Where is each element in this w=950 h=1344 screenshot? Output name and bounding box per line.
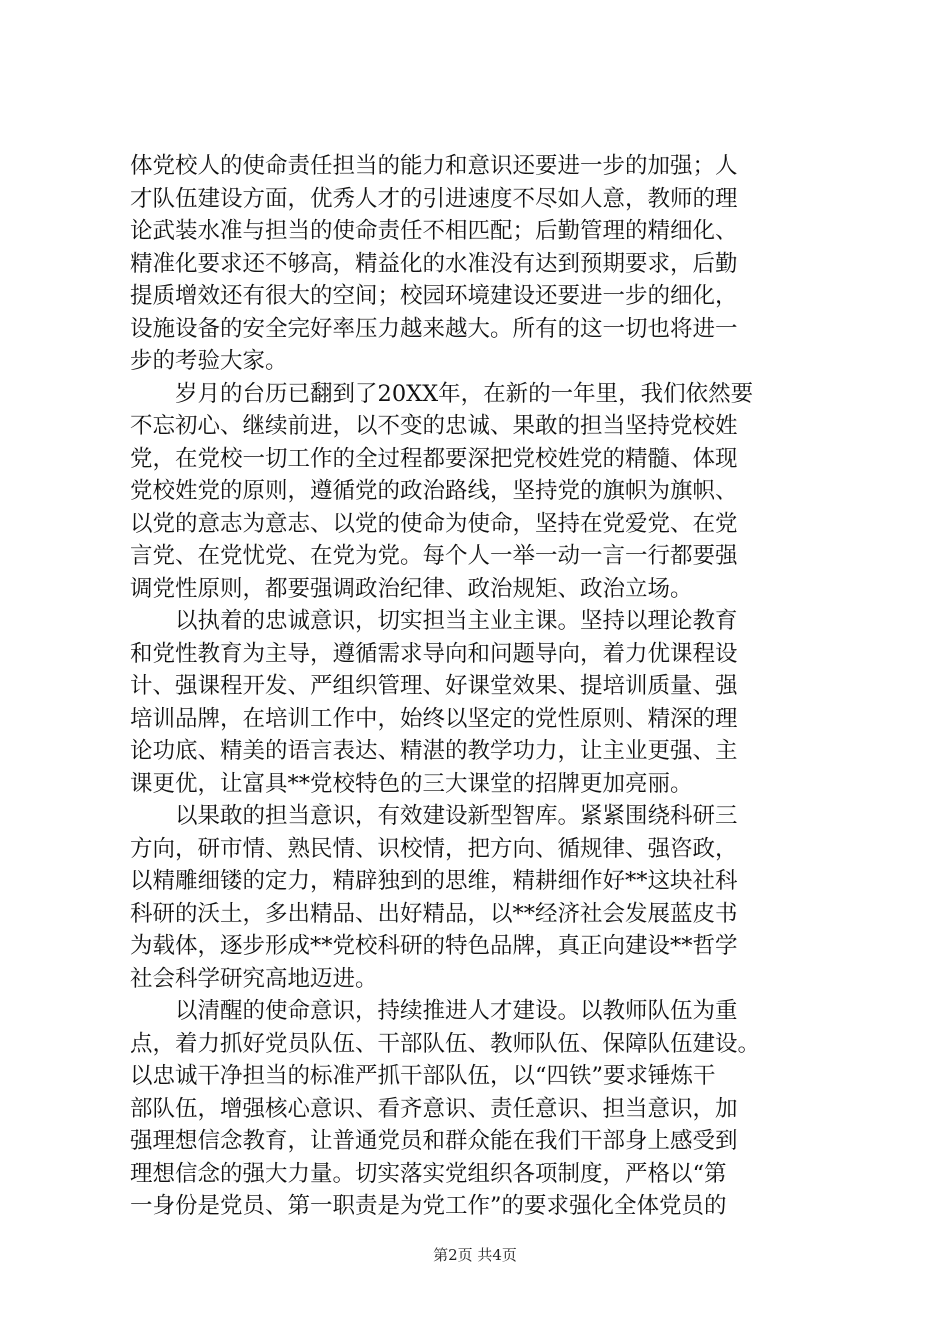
text-line: 体党校人的使命责任担当的能力和意识还要进一步的加强；人 bbox=[130, 153, 738, 179]
text-line: 论功底、精美的语言表达、精湛的教学功力，让主业更强、主 bbox=[130, 738, 738, 764]
text-line: 以清醒的使命意识，持续推进人才建设。以教师队伍为重 bbox=[130, 998, 738, 1024]
text-line: 言党、在党忧党、在党为党。每个人一举一动一言一行都要强 bbox=[130, 543, 738, 569]
text-line: 以精雕细镂的定力，精辟独到的思维，精耕细作好**这块社科 bbox=[130, 868, 738, 894]
page-footer bbox=[0, 1244, 950, 1265]
text-line: 步的考验大家。 bbox=[130, 348, 288, 374]
text-line: 以党的意志为意志、以党的使命为使命，坚持在党爱党、在党 bbox=[130, 510, 738, 537]
text-line: 才队伍建设方面，优秀人才的引进速度不尽如人意，教师的理 bbox=[130, 185, 738, 212]
text-line: 以果敢的担当意识，有效建设新型智库。紧紧围绕科研三 bbox=[130, 803, 738, 829]
text-line: 科研的沃土，多出精品、出好精品，以**经济社会发展蓝皮书 bbox=[130, 900, 738, 927]
text-line: 一身份是党员、第一职责是为党工作”的要求强化全体党员的 bbox=[130, 1193, 727, 1219]
text-line: 以执着的忠诚意识，切实担当主业主课。坚持以理论教育 bbox=[130, 608, 738, 634]
text-line: 以忠诚干净担当的标准严抓干部队伍，以“四铁”要求锤炼干 bbox=[130, 1063, 716, 1089]
text-line: 精准化要求还不够高，精益化的水准没有达到预期要求，后勤 bbox=[130, 250, 738, 277]
text-line: 方向，研市情、熟民情、识校情，把方向、循规律、强咨政， bbox=[130, 835, 738, 862]
text-line: 提质增效还有很大的空间；校园环境建设还要进一步的细化， bbox=[130, 283, 738, 309]
text-line: 党，在党校一切工作的全过程都要深把党校姓党的精髓、体现 bbox=[130, 445, 738, 472]
body-text bbox=[130, 150, 850, 1223]
text-line: 部队伍，增强核心意识、看齐意识、责任意识、担当意识，加 bbox=[130, 1095, 738, 1122]
text-line: 党校姓党的原则，遵循党的政治路线，坚持党的旗帜为旗帜、 bbox=[130, 478, 738, 504]
text-line: 不忘初心、继续前进，以不变的忠诚、果敢的担当坚持党校姓 bbox=[130, 413, 738, 439]
text-line: 论武装水准与担当的使命责任不相匹配；后勤管理的精细化、 bbox=[130, 218, 738, 244]
text-line: 课更优，让富具**党校特色的三大课堂的招牌更加亮丽。 bbox=[130, 770, 693, 797]
text-line: 计、强课程开发、严组织管理、好课堂效果、提培训质量、强 bbox=[130, 673, 738, 699]
text-line: 岁月的台历已翻到了20XX年，在新的一年里，我们依然要 bbox=[130, 380, 754, 407]
text-line: 点，着力抓好党员队伍、干部队伍、教师队伍、保障队伍建设。 bbox=[130, 1030, 761, 1057]
text-line: 培训品牌，在培训工作中，始终以坚定的党性原则、精深的理 bbox=[130, 705, 738, 732]
text-line: 为载体，逐步形成**党校科研的特色品牌，真正向建设**哲学 bbox=[130, 933, 738, 959]
text-line: 和党性教育为主导，遵循需求导向和问题导向，着力优课程设 bbox=[130, 640, 738, 667]
text-line: 社会科学研究高地迈进。 bbox=[130, 965, 378, 992]
text-line: 调党性原则，都要强调政治纪律、政治规矩、政治立场。 bbox=[130, 575, 693, 602]
text-line: 设施设备的安全完好率压力越来越大。所有的这一切也将进一 bbox=[130, 315, 738, 342]
text-line: 理想信念的强大力量。切实落实党组织各项制度，严格以“第 bbox=[130, 1160, 727, 1187]
text-line: 强理想信念教育，让普通党员和群众能在我们干部身上感受到 bbox=[130, 1128, 738, 1154]
page-number: 第2页 共4页 bbox=[433, 1246, 517, 1264]
